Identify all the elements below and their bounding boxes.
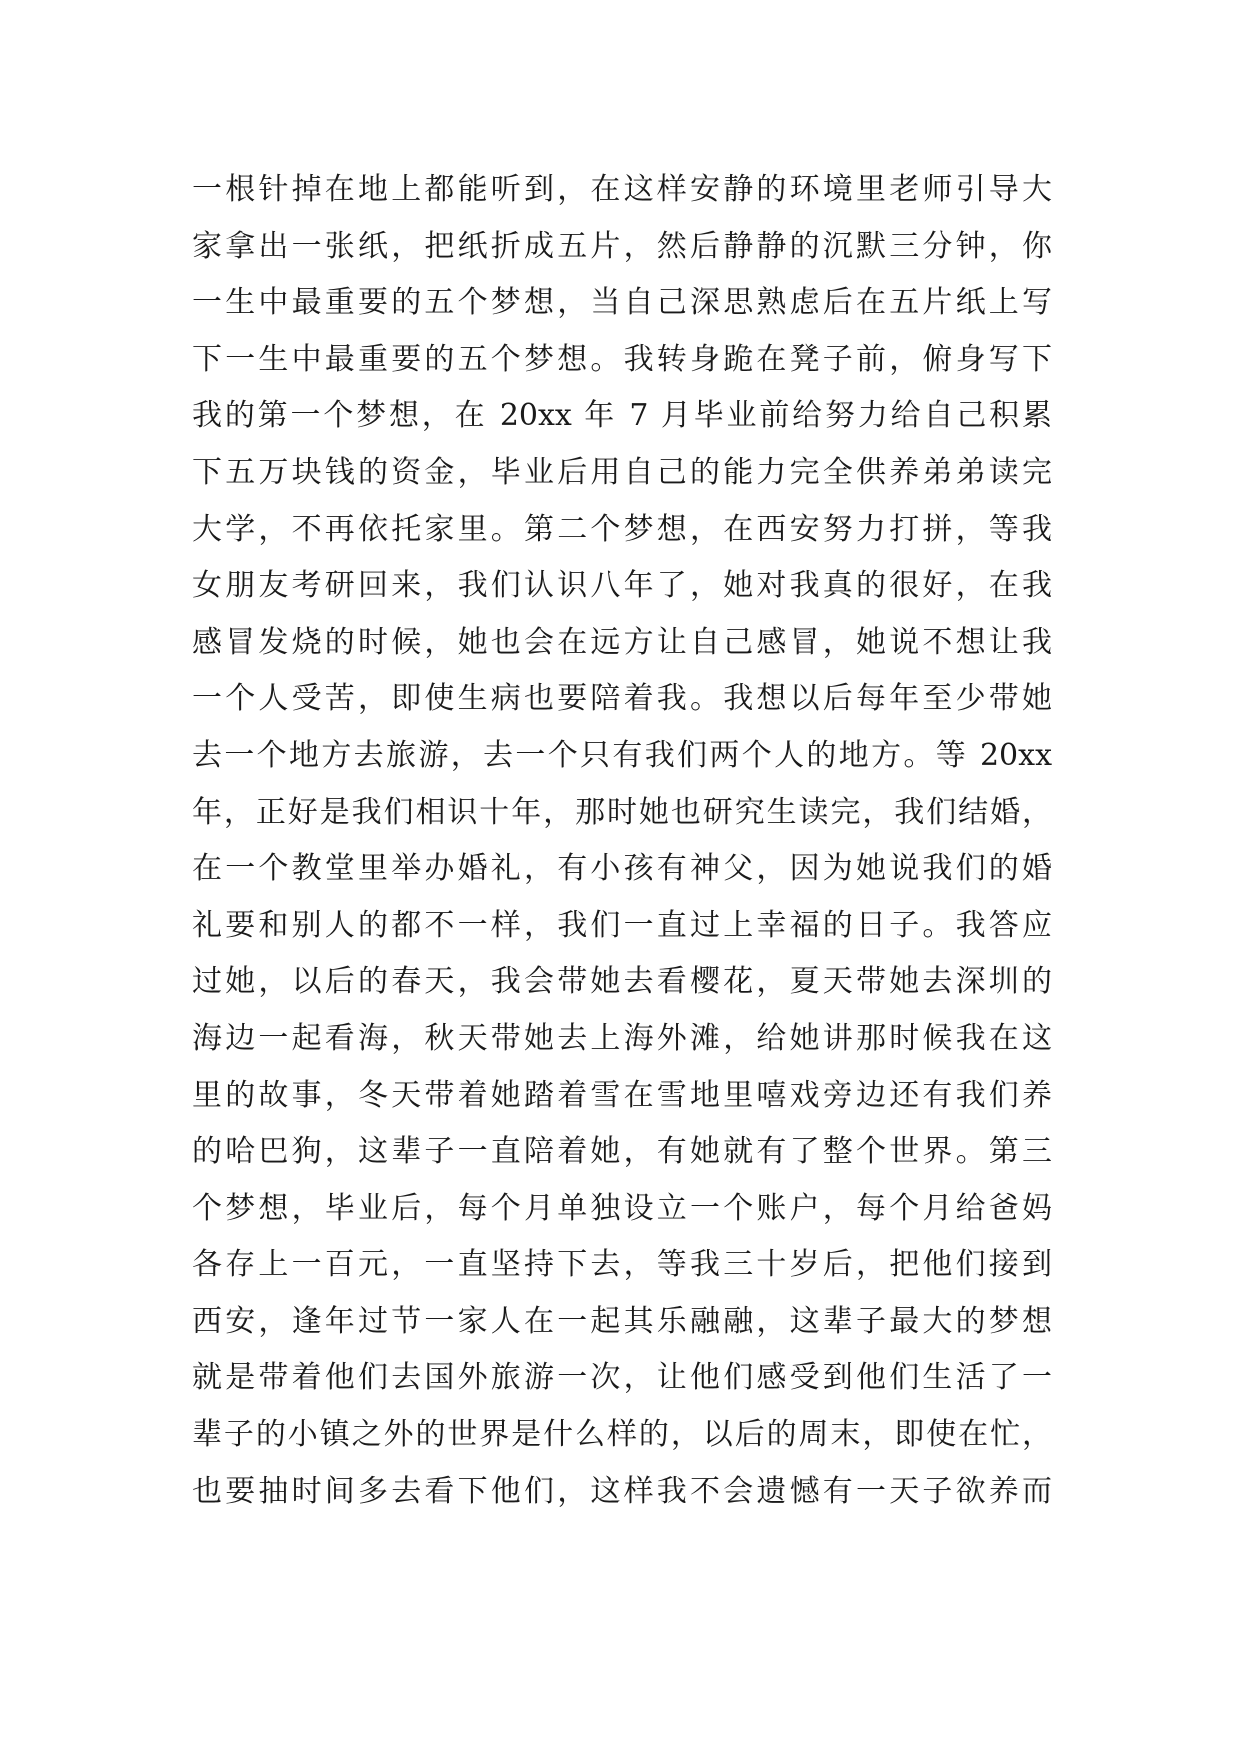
text-line: 家拿出一张纸，把纸折成五片，然后静静的沉默三分钟，你: [192, 228, 1052, 264]
text-line: 西安，逢年过节一家人在一起其乐融融，这辈子最大的梦想: [192, 1303, 1052, 1339]
text-line: 里的故事，冬天带着她踏着雪在雪地里嘻戏旁边还有我们养: [192, 1077, 1052, 1113]
text-line: 海边一起看海，秋天带她去上海外滩，给她讲那时候我在这: [192, 1020, 1052, 1056]
text-line: 去一个地方去旅游，去一个只有我们两个人的地方。等 20xx: [192, 737, 1052, 773]
text-line: 一生中最重要的五个梦想，当自己深思熟虑后在五片纸上写: [192, 285, 1052, 321]
text-line: 一根针掉在地上都能听到，在这样安静的环境里老师引导大: [192, 172, 1052, 207]
text-line: 也要抽时间多去看下他们，这样我不会遗憾有一天子欲养而: [192, 1473, 1052, 1509]
text-line: 在一个教堂里举办婚礼，有小孩有神父，因为她说我们的婚: [192, 851, 1052, 887]
text-line: 个梦想，毕业后，每个月单独设立一个账户，每个月给爸妈: [192, 1190, 1052, 1226]
text-line: 就是带着他们去国外旅游一次，让他们感受到他们生活了一: [192, 1360, 1052, 1396]
text-line: 下一生中最重要的五个梦想。我转身跪在凳子前，俯身写下: [192, 341, 1052, 377]
text-line: 年，正好是我们相识十年，那时她也研究生读完，我们结婚，: [192, 794, 1052, 830]
text-line: 我的第一个梦想，在 20xx 年 7 月毕业前给努力给自己积累: [192, 398, 1052, 434]
text-line: 辈子的小镇之外的世界是什么样的，以后的周末，即使在忙，: [192, 1417, 1052, 1453]
text-line: 各存上一百元，一直坚持下去，等我三十岁后，把他们接到: [192, 1247, 1052, 1283]
text-line: 礼要和别人的都不一样，我们一直过上幸福的日子。我答应: [192, 907, 1052, 943]
text-line: 的哈巴狗，这辈子一直陪着她，有她就有了整个世界。第三: [192, 1134, 1052, 1170]
text-line: 一个人受苦，即使生病也要陪着我。我想以后每年至少带她: [192, 681, 1052, 717]
body-text: [192, 162, 1052, 1520]
text-line: 过她，以后的春天，我会带她去看樱花，夏天带她去深圳的: [192, 964, 1052, 1000]
text-line: 女朋友考研回来，我们认识八年了，她对我真的很好，在我: [192, 568, 1052, 604]
text-line: 大学，不再依托家里。第二个梦想，在西安努力打拼，等我: [192, 511, 1052, 547]
text-line: 感冒发烧的时候，她也会在远方让自己感冒，她说不想让我: [192, 624, 1052, 660]
text-line: 下五万块钱的资金，毕业后用自己的能力完全供养弟弟读完: [192, 454, 1052, 490]
